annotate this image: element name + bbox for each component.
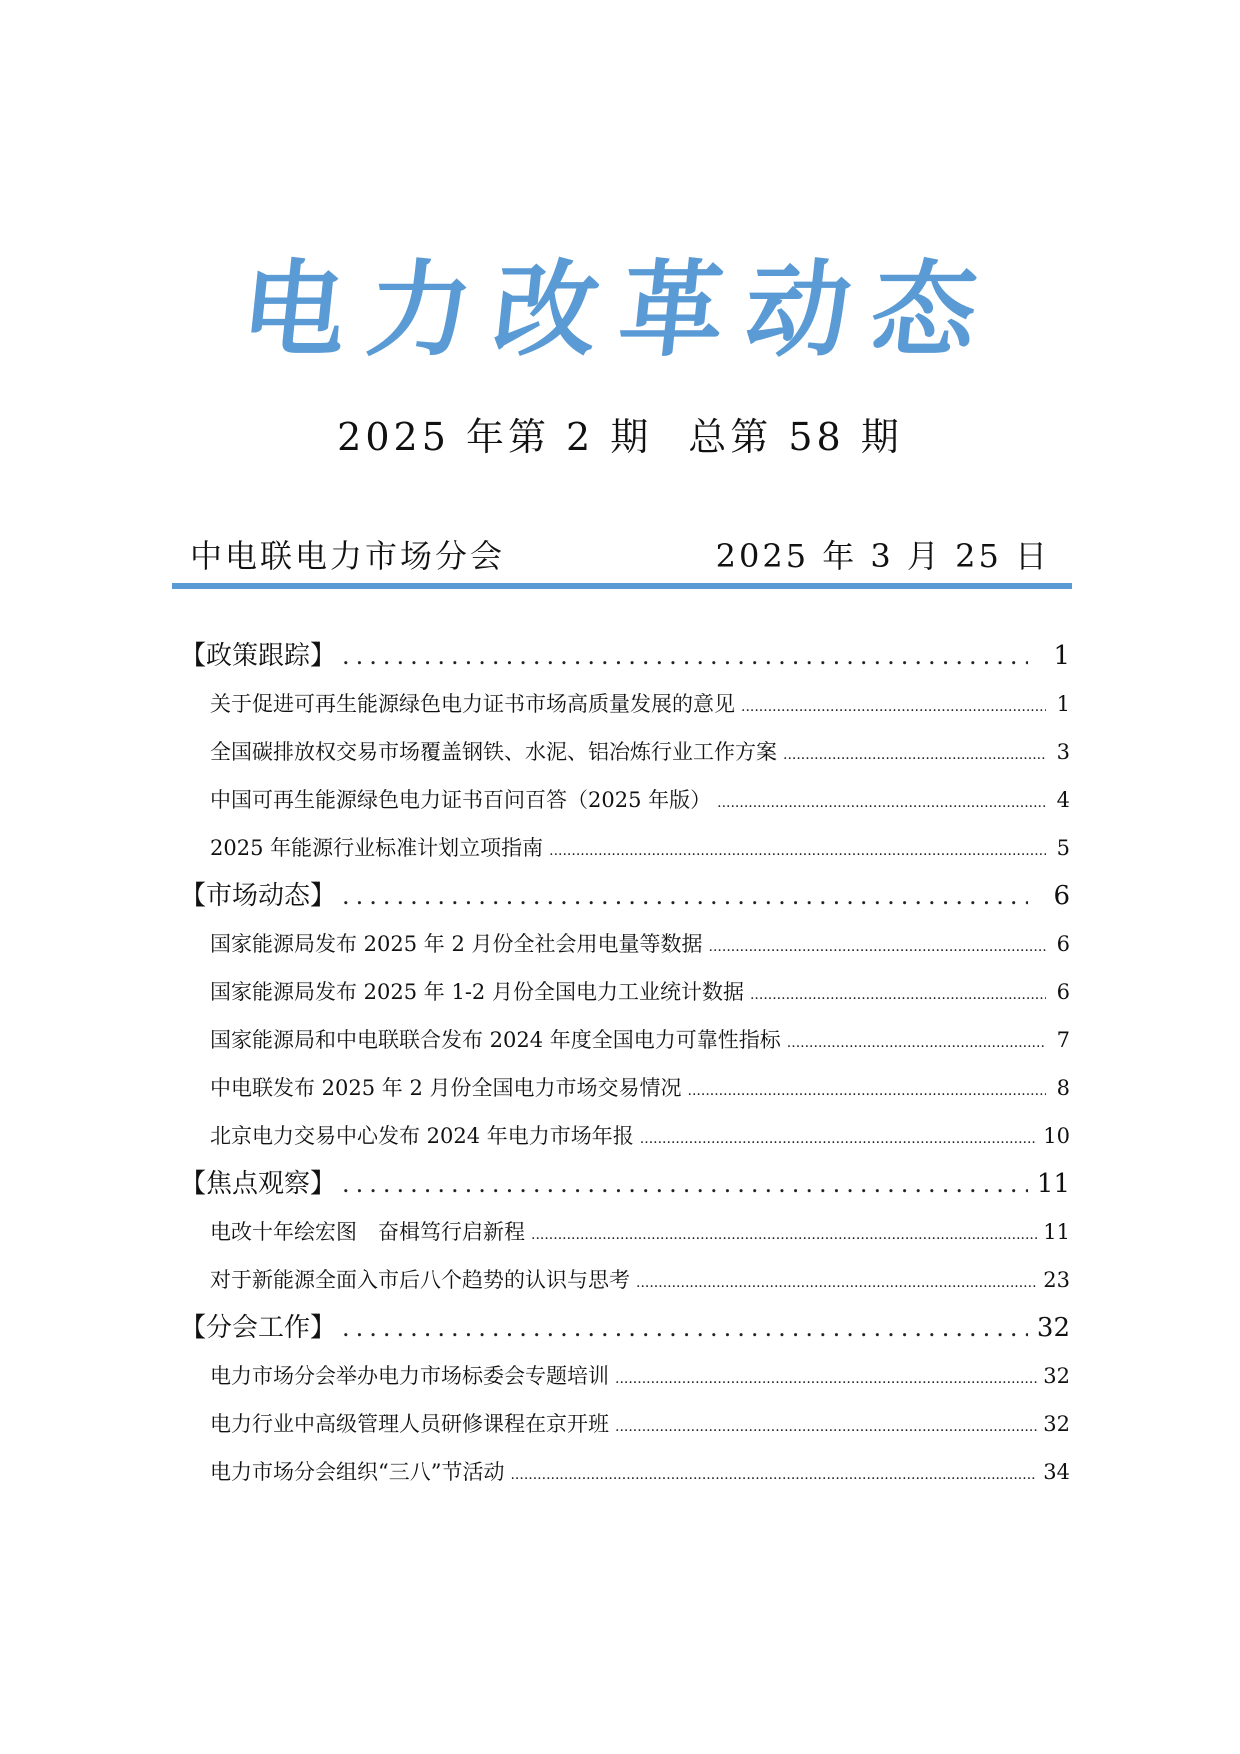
toc-entry-page: 34 [1043, 1460, 1070, 1484]
toc-entry[interactable] [180, 1208, 1070, 1256]
toc-leader-dots [342, 1304, 1028, 1352]
toc-entry-page: 6 [1056, 980, 1070, 1004]
toc-leader-dots [741, 683, 1046, 731]
toc-leader-dots [636, 1259, 1037, 1307]
toc-leader-dots [615, 1355, 1037, 1403]
toc-entry[interactable] [180, 680, 1070, 728]
toc-entry-page: 3 [1056, 740, 1070, 764]
toc-entry-page: 4 [1056, 788, 1070, 812]
toc-entry-page: 23 [1043, 1268, 1070, 1292]
masthead-title: 电力改革动态 [235, 249, 1005, 371]
toc-leader-dots [688, 1067, 1046, 1115]
toc-entry-title: 关于促进可再生能源绿色电力证书市场高质量发展的意见 [210, 692, 735, 716]
toc-leader-dots [709, 923, 1046, 971]
toc-section-page: 6 [1053, 881, 1070, 911]
toc-entry[interactable] [180, 920, 1070, 968]
toc-entry[interactable] [180, 1400, 1070, 1448]
toc-entry-title: 国家能源局发布 2025 年 2 月份全社会用电量等数据 [210, 932, 703, 956]
toc-entry-title: 2025 年能源行业标准计划立项指南 [210, 836, 544, 860]
toc-section-title: 【政策跟踪】 [180, 641, 337, 671]
toc-leader-dots [549, 827, 1046, 875]
toc-entry-page: 32 [1043, 1364, 1070, 1388]
table-of-contents [180, 632, 1070, 1496]
toc-entry-title: 全国碳排放权交易市场覆盖钢铁、水泥、铝冶炼行业工作方案 [210, 740, 777, 764]
toc-entry-title: 电力行业中高级管理人员研修课程在京开班 [210, 1412, 609, 1436]
toc-section-title: 【市场动态】 [180, 881, 337, 911]
toc-section-title: 【焦点观察】 [180, 1169, 337, 1199]
toc-entry-page: 8 [1056, 1076, 1070, 1100]
toc-section-page: 1 [1053, 641, 1070, 671]
toc-entry[interactable] [180, 1256, 1070, 1304]
toc-leader-dots [615, 1403, 1037, 1451]
toc-entry-page: 10 [1043, 1124, 1070, 1148]
toc-leader-dots [787, 1019, 1046, 1067]
toc-entry-page: 5 [1056, 836, 1070, 860]
toc-entry-page: 11 [1043, 1220, 1070, 1244]
toc-entry-title: 国家能源局发布 2025 年 1-2 月份全国电力工业统计数据 [210, 980, 744, 1004]
toc-entry-title: 电力市场分会组织“三八”节活动 [210, 1460, 505, 1484]
toc-section[interactable] [180, 632, 1070, 680]
toc-entry[interactable] [180, 968, 1070, 1016]
publication-date: 2025 年 3 月 25 日 [715, 537, 1050, 575]
toc-entry-title: 电改十年绘宏图 奋楫笃行启新程 [210, 1220, 525, 1244]
toc-leader-dots [717, 779, 1046, 827]
toc-section-page: 11 [1036, 1169, 1070, 1199]
toc-section[interactable] [180, 1304, 1070, 1352]
toc-entry[interactable] [180, 728, 1070, 776]
toc-leader-dots [342, 1160, 1028, 1208]
toc-entry[interactable] [180, 1016, 1070, 1064]
toc-entry-title: 中电联发布 2025 年 2 月份全国电力市场交易情况 [210, 1076, 682, 1100]
toc-entry[interactable] [180, 1352, 1070, 1400]
toc-entry-title: 电力市场分会举办电力市场标委会专题培训 [210, 1364, 609, 1388]
toc-entry[interactable] [180, 776, 1070, 824]
toc-leader-dots [750, 971, 1046, 1019]
toc-section-title: 【分会工作】 [180, 1313, 337, 1343]
toc-entry[interactable] [180, 1448, 1070, 1496]
toc-leader-dots [342, 872, 1028, 920]
toc-leader-dots [342, 632, 1028, 680]
toc-leader-dots [531, 1211, 1037, 1259]
publisher-name: 中电联电力市场分会 [190, 537, 506, 575]
issue-total: 总第 58 期 [688, 415, 903, 459]
issue-line [0, 412, 1240, 462]
toc-section[interactable] [180, 1160, 1070, 1208]
toc-entry-page: 32 [1043, 1412, 1070, 1436]
toc-leader-dots [783, 731, 1046, 779]
toc-entry-title: 对于新能源全面入市后八个趋势的认识与思考 [210, 1268, 630, 1292]
toc-entry-title: 国家能源局和中电联联合发布 2024 年度全国电力可靠性指标 [210, 1028, 781, 1052]
toc-entry[interactable] [180, 824, 1070, 872]
toc-entry-page: 7 [1056, 1028, 1070, 1052]
issue-current: 2025 年第 2 期 [337, 415, 653, 459]
toc-section[interactable] [180, 872, 1070, 920]
toc-section-page: 32 [1036, 1313, 1070, 1343]
toc-leader-dots [640, 1115, 1037, 1163]
toc-entry-title: 中国可再生能源绿色电力证书百问百答（2025 年版） [210, 788, 712, 812]
toc-entry-title: 北京电力交易中心发布 2024 年电力市场年报 [210, 1124, 634, 1148]
toc-entry[interactable] [180, 1112, 1070, 1160]
toc-leader-dots [510, 1451, 1037, 1499]
header-divider [172, 583, 1072, 589]
toc-entry-page: 1 [1056, 692, 1070, 716]
toc-entry[interactable] [180, 1064, 1070, 1112]
toc-entry-page: 6 [1056, 932, 1070, 956]
